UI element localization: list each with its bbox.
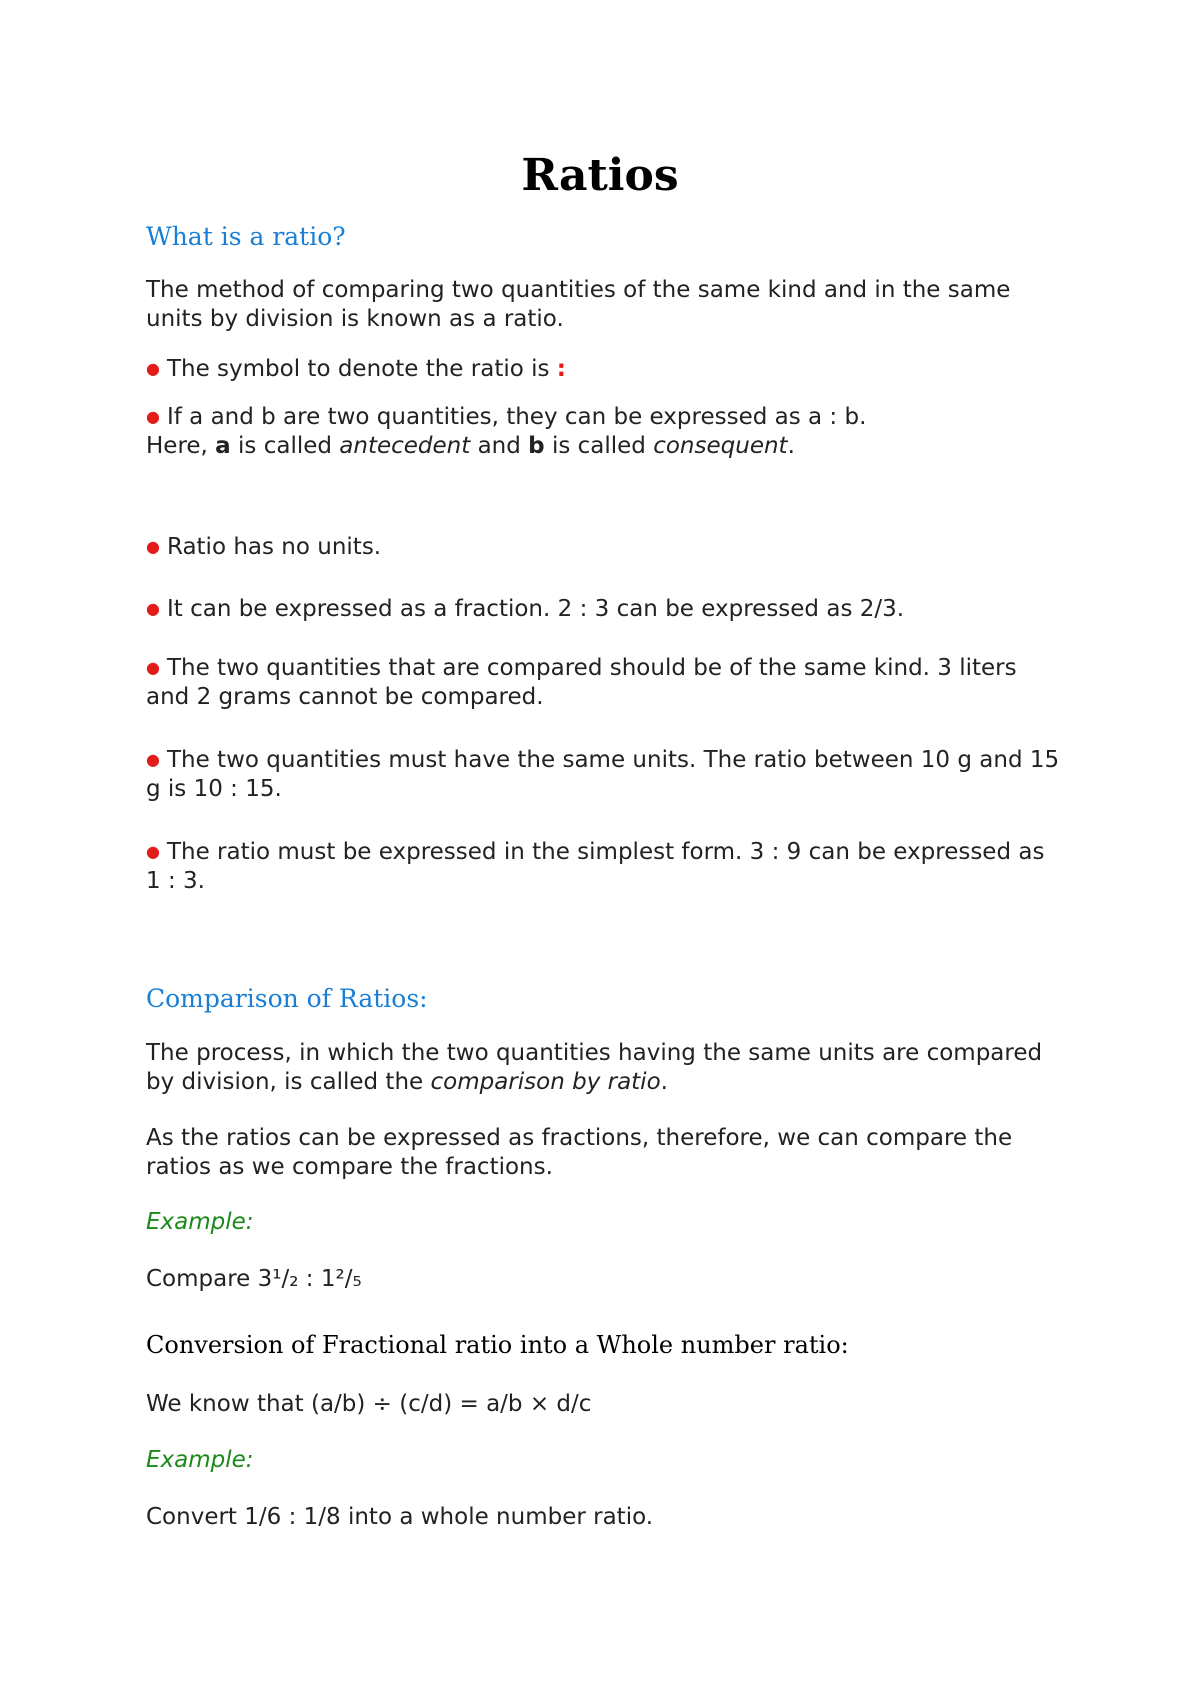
bullet-a-b: ● If a and b are two quantities, they can be expressed as a : b. Here, a is called antecedent and b is called consequent. [146,404,867,459]
heading-what-is-ratio: What is a ratio? [146,222,346,251]
bullet-fraction: ● It can be expressed as a fraction. 2 : 3 can be expressed as 2/3. [146,596,905,622]
example-label-2: Example: [146,1447,254,1473]
intro-paragraph: The method of comparing two quantities of the same kind and in the same units by division is known as a ratio. [146,277,1011,332]
bullet-icon: ● [146,599,160,618]
page-title: Ratios [521,150,679,201]
example-label: Example: [146,1209,254,1235]
bullet-icon: ● [146,842,160,861]
bullet-same-kind: ● The two quantities that are compared should be of the same kind. 3 liters and 2 grams cannot be compared. [146,655,1017,710]
bullet-symbol: ● The symbol to denote the ratio is : [146,356,566,382]
heading-comparison-of-ratios: Comparison of Ratios: [146,984,428,1013]
bullet-icon: ● [146,658,160,677]
bullet-same-units: ● The two quantities must have the same units. The ratio between 10 g and 15 g is 10 : 15. [146,747,1060,802]
example-convert: Convert 1/6 : 1/8 into a whole number ratio. [146,1504,654,1530]
comparison-paragraph: The process, in which the two quantities having the same units are compared by division, is called the comparison by ratio. [146,1040,1043,1095]
division-formula: We know that (a/b) ÷ (c/d) = a/b × d/c [146,1391,592,1417]
fractions-paragraph: As the ratios can be expressed as fractions, therefore, we can compare the ratios as we compare the fractions. [146,1125,1013,1180]
bullet-icon: ● [146,407,160,426]
bullet-icon: ● [146,537,160,556]
bullet-no-units: ● Ratio has no units. [146,534,382,560]
bullet-icon: ● [146,359,160,378]
example-compare: Compare 3¹/₂ : 1²/₅ [146,1266,362,1292]
bullet-icon: ● [146,750,160,769]
heading-conversion: Conversion of Fractional ratio into a Whole number ratio: [146,1331,849,1359]
bullet-simplest-form: ● The ratio must be expressed in the simplest form. 3 : 9 can be expressed as 1 : 3. [146,839,1045,894]
